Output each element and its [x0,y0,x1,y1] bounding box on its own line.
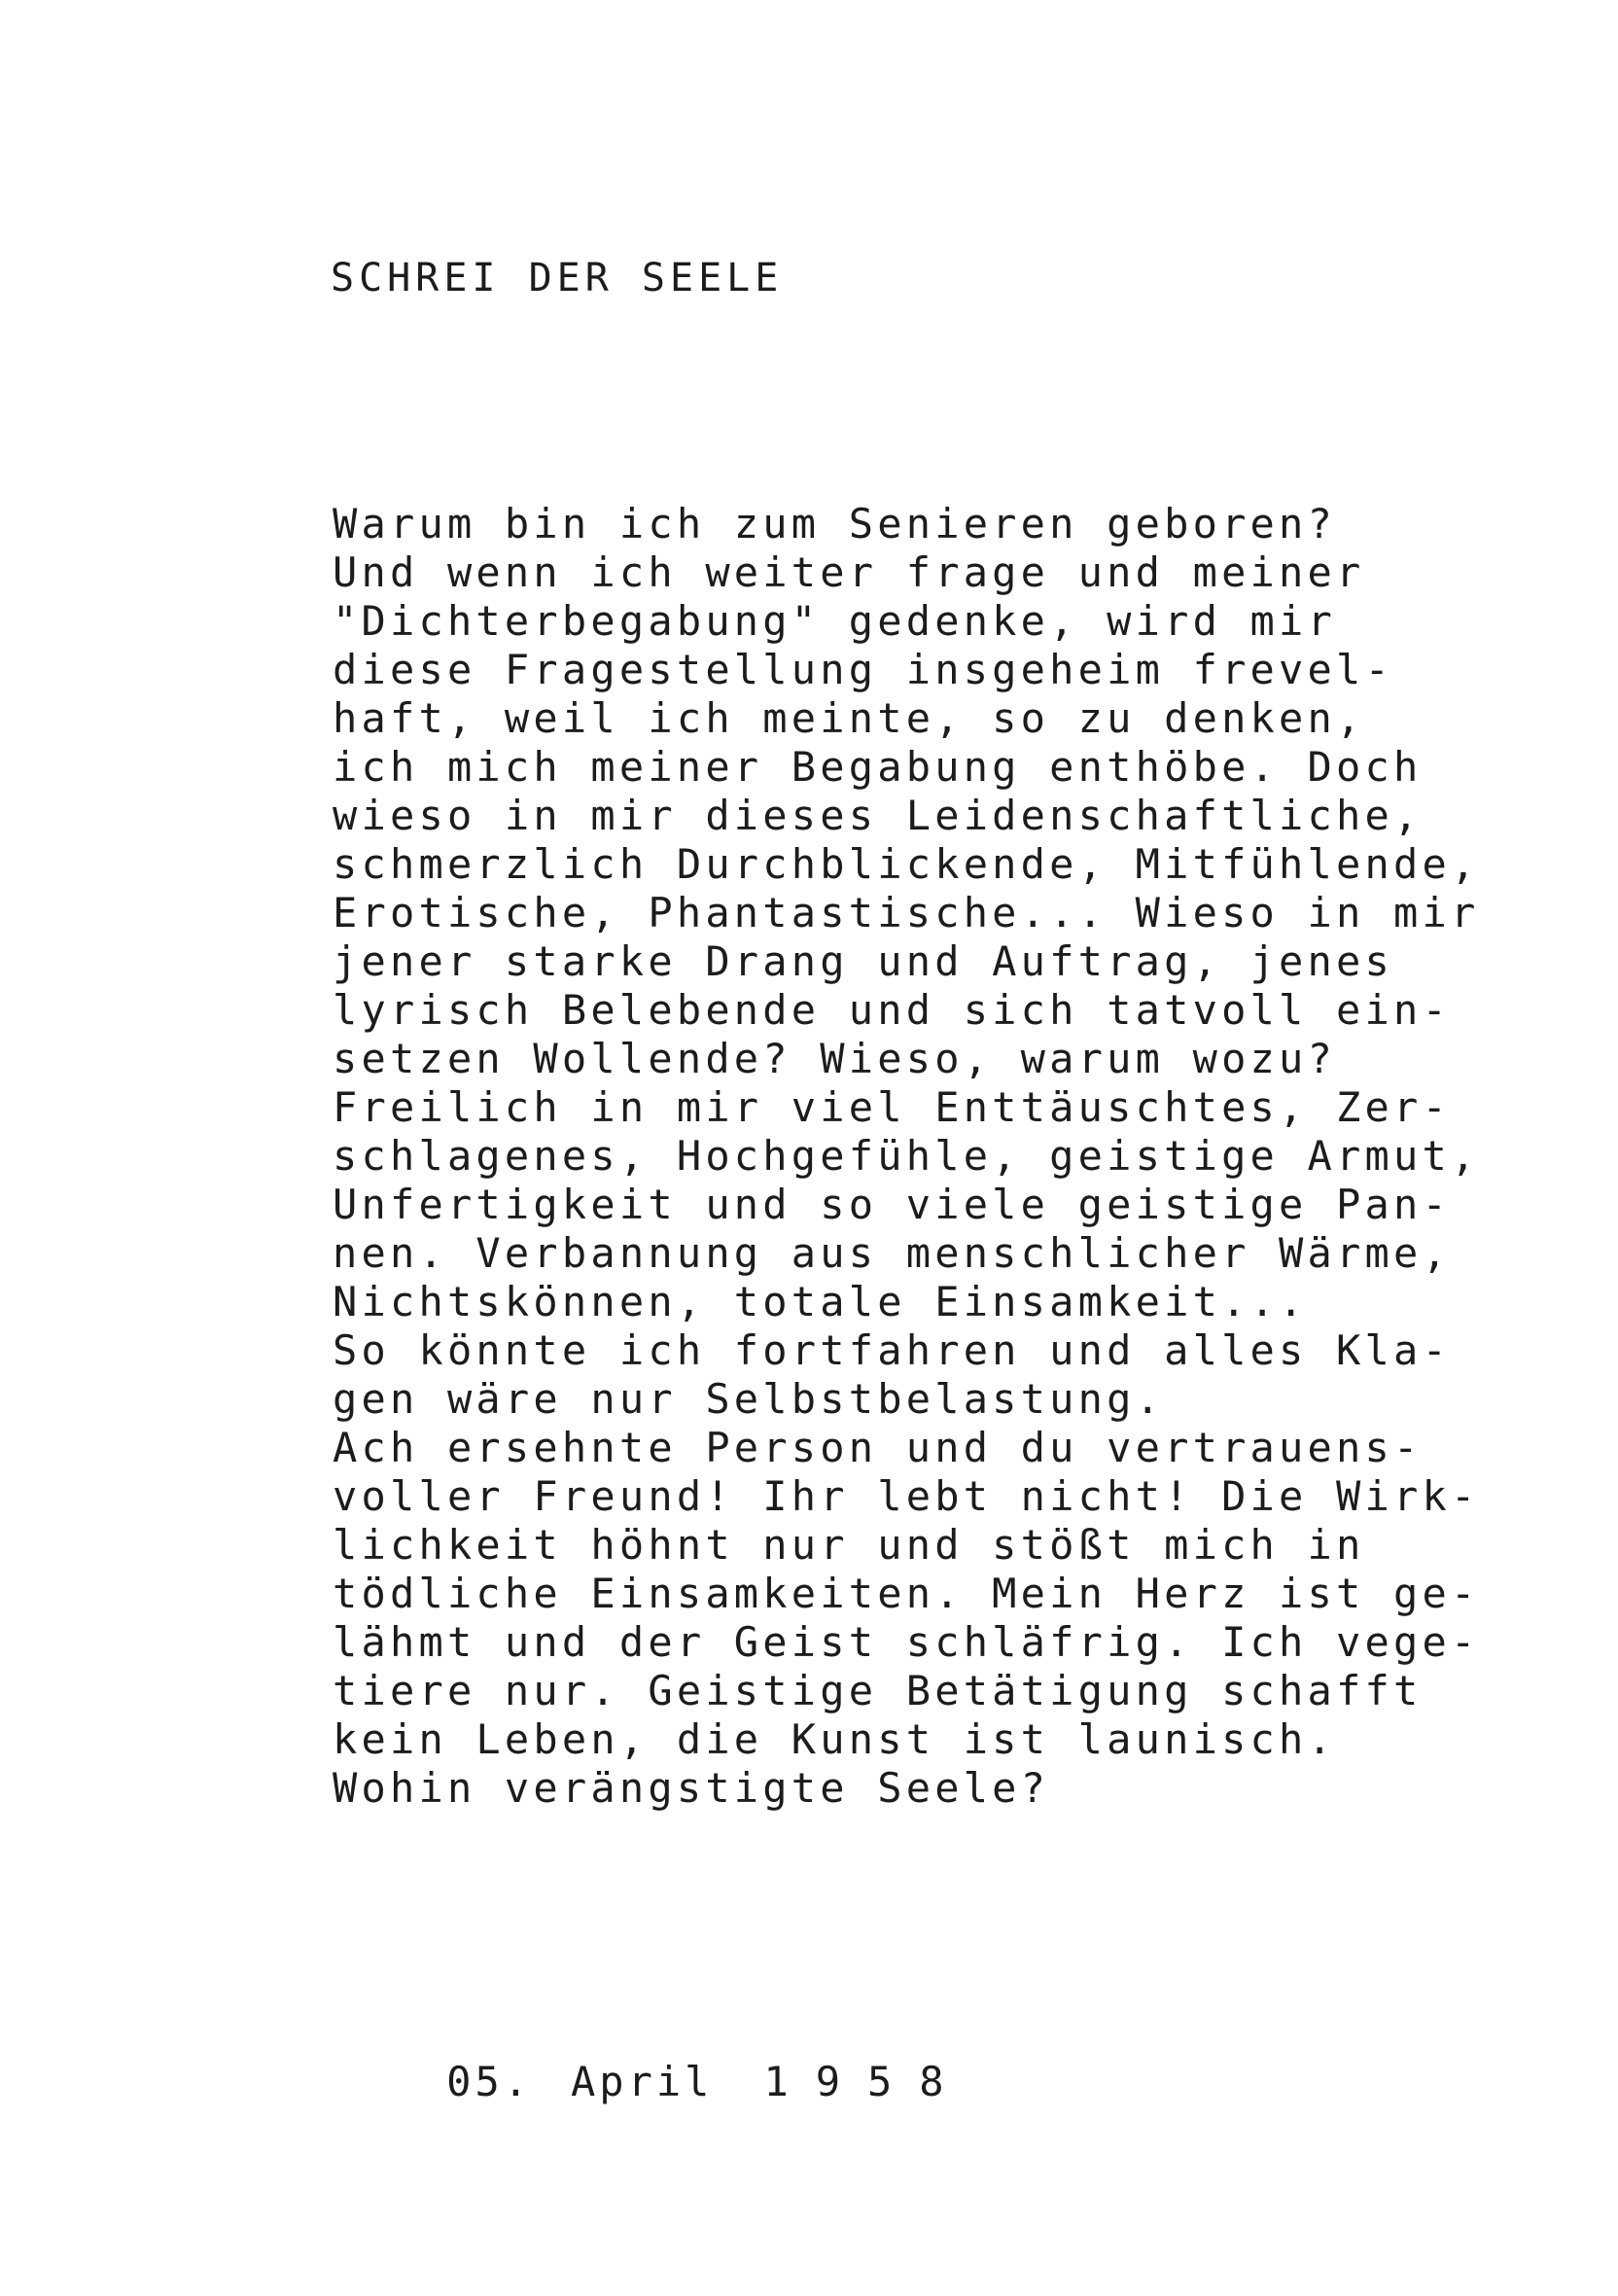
text-line: Wohin verängstigte Seele? [333,1764,1050,1812]
date-day: 05. [446,2058,533,2105]
text-line: kein Leben, die Kunst ist launisch. [333,1715,1337,1763]
text-line: ich mich meiner Begabung enthöbe. Doch [333,743,1423,791]
text-line: Und wenn ich weiter frage und meiner [333,548,1365,596]
text-line: Erotische, Phantastische... Wieso in mir [333,889,1480,936]
text-line: "Dichterbegabung" gedenke, wird mir [333,597,1337,645]
text-line: lyrisch Belebende und sich tatvoll ein- [333,986,1451,1034]
text-line: schlagenes, Hochgefühle, geistige Armut, [333,1132,1480,1180]
text-line: lähmt und der Geist schläfrig. Ich vege- [333,1618,1480,1666]
text-line: wieso in mir dieses Leidenschaftliche, [333,792,1423,839]
text-line: Warum bin ich zum Senieren geboren? [333,500,1337,548]
date-year: 1958 [763,2058,971,2105]
poem-body [333,500,1479,1813]
text-line: lichkeit höhnt nur und stößt mich in [333,1521,1365,1569]
document-date [333,2009,971,2155]
text-line: schmerzlich Durchblickende, Mitfühlende, [333,840,1480,888]
text-line: setzen Wollende? Wieso, warum wozu? [333,1035,1337,1082]
text-line: nen. Verbannung aus menschlicher Wärme, [333,1229,1451,1277]
text-line: jener starke Drang und Auftrag, jenes [333,937,1393,985]
text-line: tiere nur. Geistige Betätigung schafft [333,1667,1423,1714]
text-line: gen wäre nur Selbstbelastung. [333,1375,1165,1423]
date-month: April [571,2058,714,2105]
text-line: Nichtskönnen, totale Einsamkeit... [333,1278,1308,1325]
text-line: Unfertigkeit und so viele geistige Pan- [333,1181,1451,1228]
text-line: So könnte ich fortfahren und alles Kla- [333,1326,1451,1374]
text-line: haft, weil ich meinte, so zu denken, [333,694,1365,742]
text-line: tödliche Einsamkeiten. Mein Herz ist ge- [333,1570,1480,1617]
text-line: voller Freund! Ihr lebt nicht! Die Wirk- [333,1472,1480,1520]
text-line: diese Fragestellung insgeheim frevel- [333,646,1393,693]
text-line: Ach ersehnte Person und du vertrauens- [333,1424,1423,1471]
document-title: SCHREI DER SEELE [331,256,784,300]
text-line: Freilich in mir viel Enttäuschtes, Zer- [333,1083,1451,1131]
